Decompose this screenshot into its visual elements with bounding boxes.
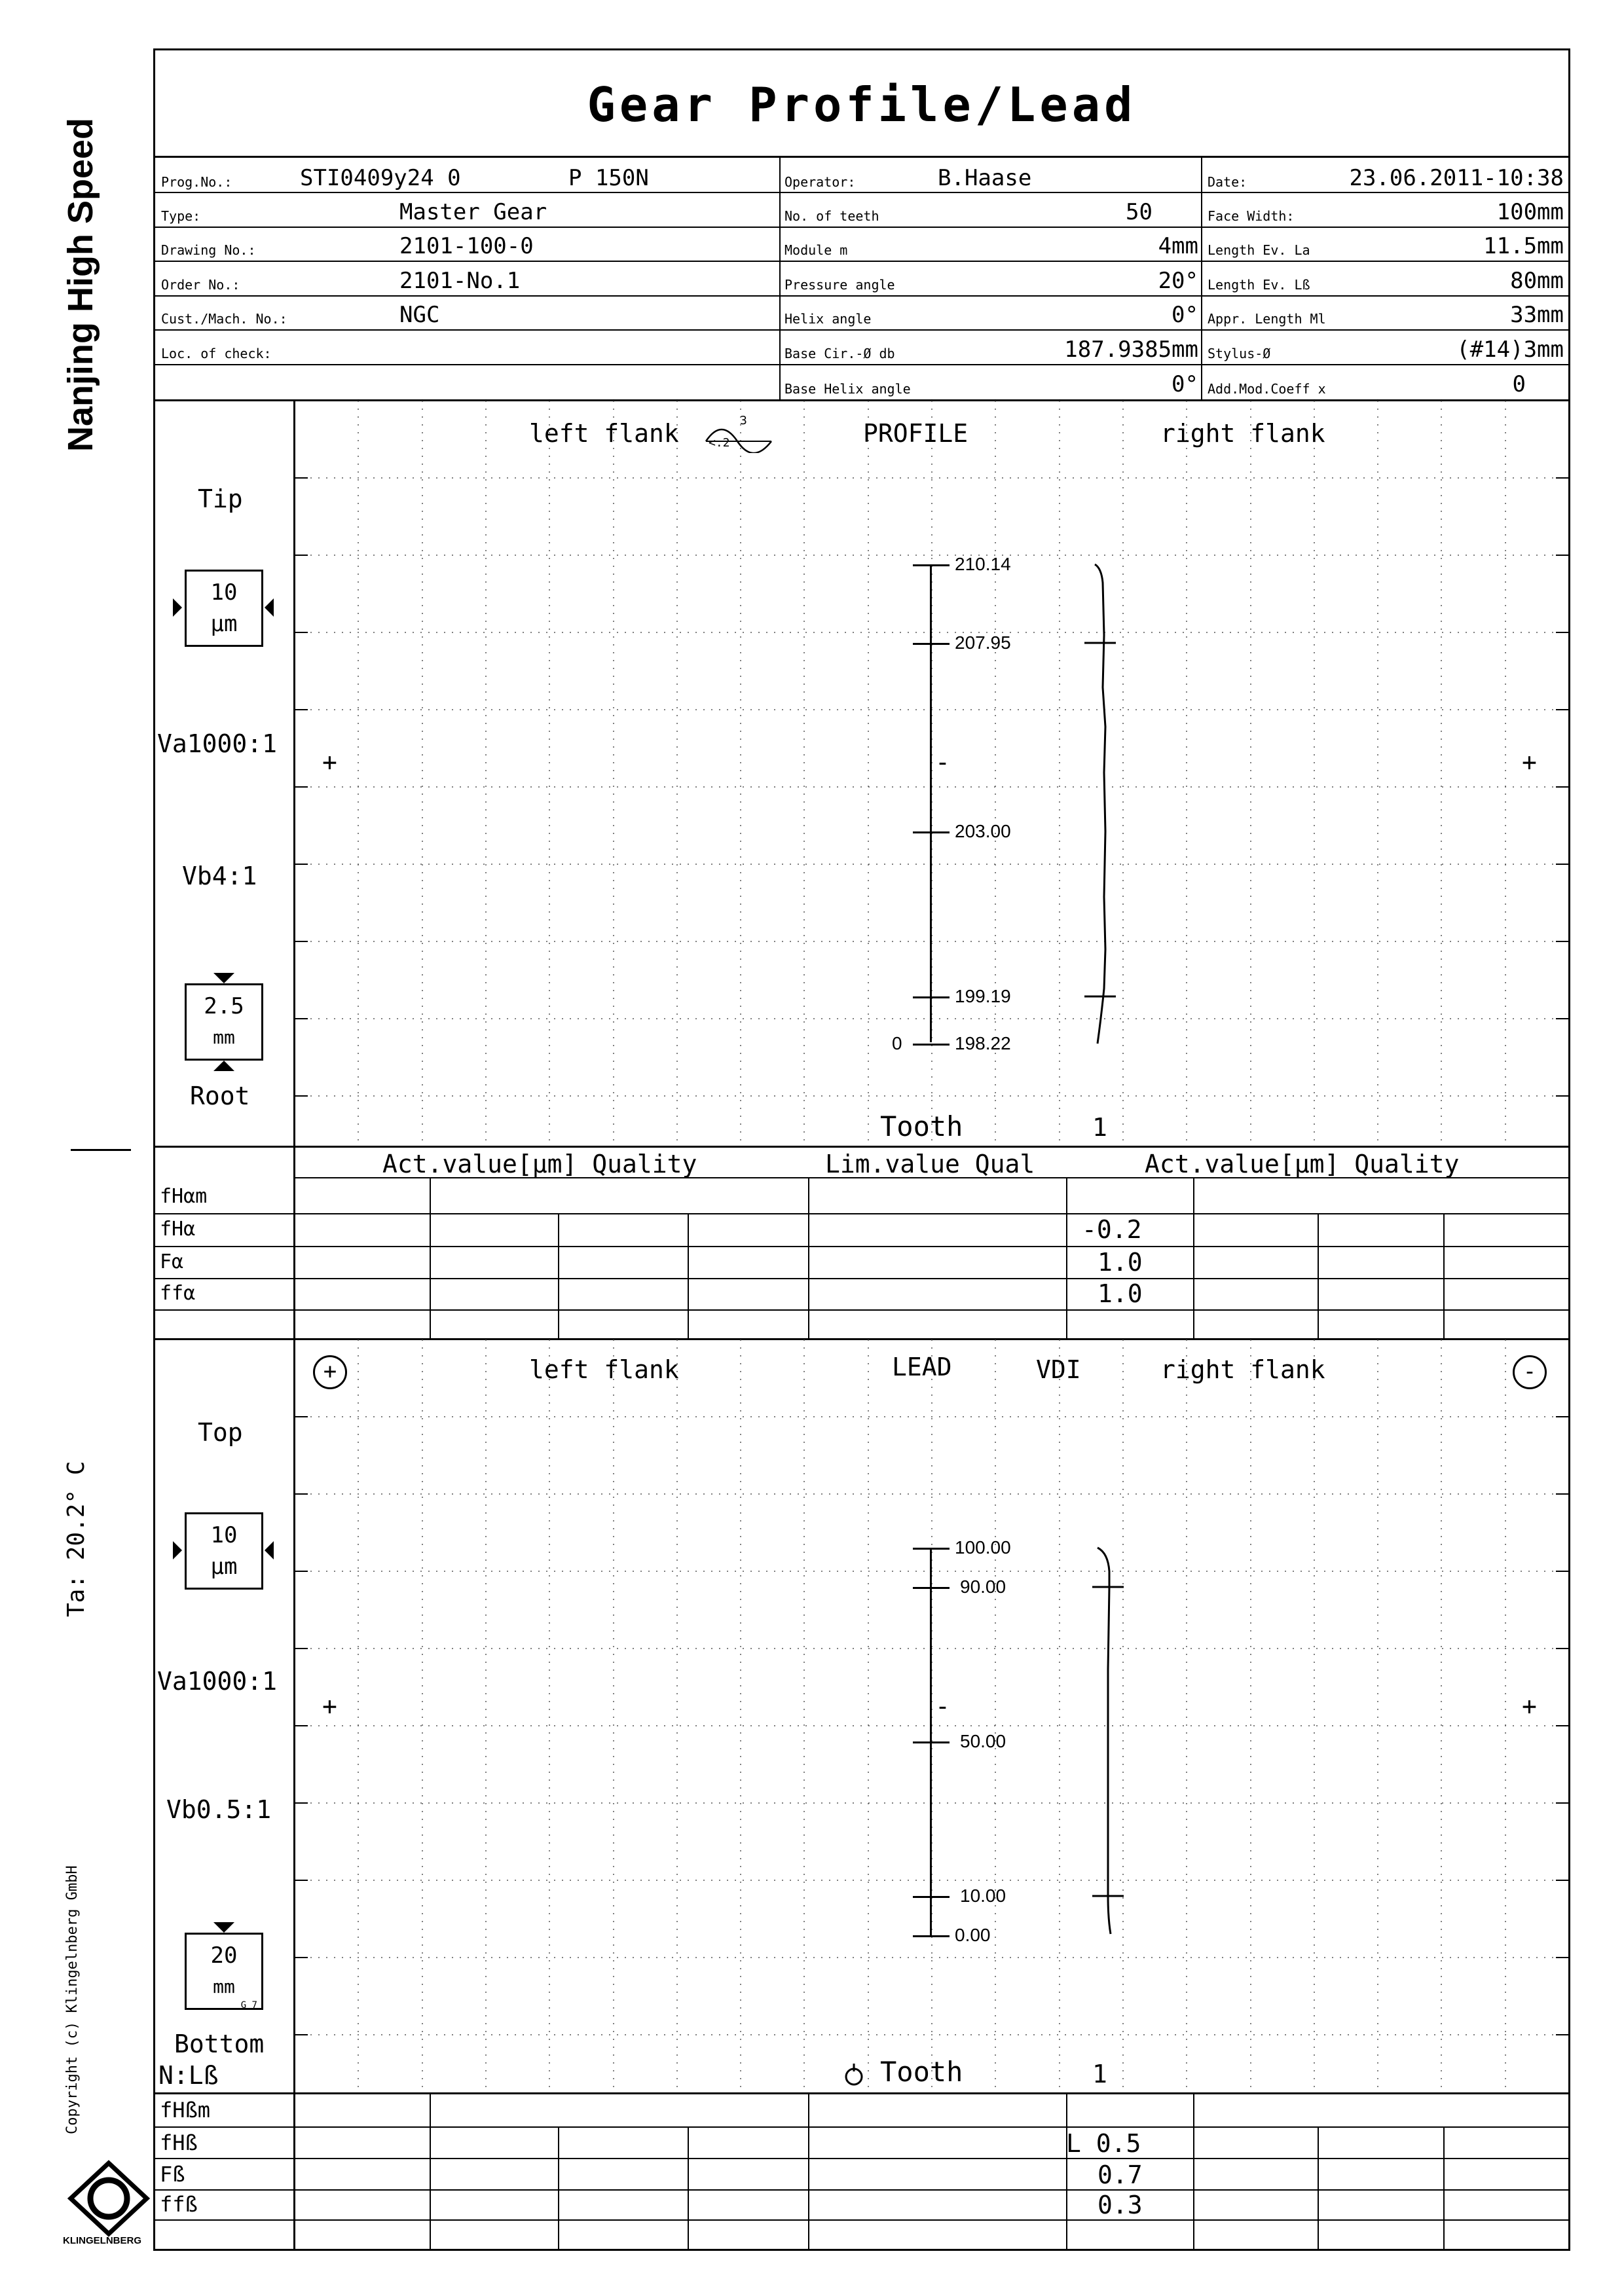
scale-arrow-left-icon	[265, 1541, 274, 1559]
lead-nl-label: N:Lß	[158, 2061, 219, 2090]
table-rule	[153, 1246, 1570, 1247]
profile-scale-value: 207.95	[955, 632, 1011, 653]
lead-bottom-label: Bottom	[174, 2030, 265, 2058]
header-rule	[153, 364, 1570, 365]
profile-tooth-label: Tooth	[880, 1110, 963, 1142]
lead-scale-value: 0.00	[955, 1925, 991, 1945]
table-rule	[153, 2189, 1570, 2191]
add-mod-value: 0	[1512, 371, 1526, 397]
profile-minus-center: -	[935, 748, 950, 776]
table-col	[1066, 1177, 1067, 1338]
helix-angle-label: Helix angle	[784, 311, 872, 327]
scale-arrow-right-icon	[173, 1541, 182, 1559]
appr-length-value: 33mm	[1510, 302, 1564, 328]
lead-section-title: LEAD	[892, 1353, 952, 1381]
profile-left-flank: left flank	[529, 419, 679, 448]
teeth-value: 50	[1126, 199, 1153, 225]
drawing-label: Drawing No.:	[161, 242, 256, 258]
lead-standard: VDI	[1036, 1355, 1081, 1384]
length-lb-label: Length Ev. Lß	[1208, 277, 1310, 293]
profile-row-lim: -0.2	[1082, 1215, 1142, 1244]
profile-scale-tick	[913, 1044, 950, 1046]
lead-scale-bottom-value: 20	[210, 1942, 238, 1969]
type-value: Master Gear	[399, 199, 547, 225]
profile-row-lim: 1.0	[1098, 1279, 1143, 1308]
order-label: Order No.:	[161, 277, 240, 293]
pressure-angle-label: Pressure angle	[784, 277, 895, 293]
lead-scale-bottom-sub: G 7	[240, 2000, 257, 2011]
profile-act-right-header: Act.value[µm] Quality	[1145, 1150, 1460, 1178]
lead-scale-tick	[913, 1548, 950, 1550]
lead-right-flank: right flank	[1160, 1355, 1325, 1384]
profile-row-label: Fα	[160, 1250, 184, 1273]
logo-text: KLINGELNBERG	[63, 2235, 141, 2246]
profile-vb: Vb4:1	[182, 862, 257, 890]
profile-scale-bottom-unit: mm	[213, 1027, 235, 1048]
profile-scale-top-box	[185, 570, 263, 647]
lead-minus-circle: -	[1513, 1355, 1547, 1389]
table-col	[1443, 2126, 1445, 2251]
lead-scale-top-value: 10	[210, 1522, 238, 1548]
lead-scale-value: 10.00	[960, 1886, 1006, 1906]
header-rule	[153, 329, 1570, 331]
lead-tooth-number: 1	[1092, 2060, 1107, 2088]
base-helix-value: 0°	[1172, 371, 1198, 397]
table-rule	[153, 1278, 1570, 1279]
table-rule	[153, 1213, 1570, 1214]
table-col	[808, 1177, 809, 1338]
profile-scale-tick	[913, 996, 950, 998]
type-label: Type:	[161, 208, 201, 224]
appr-length-label: Appr. Length Ml	[1208, 311, 1326, 327]
prog-extra: P 150N	[568, 165, 649, 191]
stylus-value: (#14)3mm	[1456, 337, 1564, 363]
profile-scale-value: 198.22	[955, 1033, 1011, 1053]
prog-label: Prog.No.:	[161, 174, 232, 190]
profile-plus-right: +	[1522, 748, 1537, 776]
lead-scale-tick	[913, 1587, 950, 1589]
lead-va: Va1000:1	[157, 1667, 278, 1696]
filter-bottom: <.2	[709, 436, 730, 450]
profile-row-label: ffα	[160, 1282, 196, 1305]
profile-scale-tick	[913, 564, 950, 566]
profile-row-label: fHα	[160, 1218, 196, 1241]
lead-row-label: ffß	[160, 2192, 198, 2217]
profile-scale-bottom-value: 2.5	[204, 993, 244, 1019]
stylus-label: Stylus-Ø	[1208, 346, 1271, 361]
table-col	[558, 1213, 559, 1338]
lead-scale-value: 50.00	[960, 1731, 1006, 1751]
lead-scale-tick	[913, 1741, 950, 1743]
lead-scale-bottom-box	[185, 1933, 263, 2010]
base-circle-label: Base Cir.-Ø db	[784, 346, 895, 361]
profile-grid	[295, 401, 1569, 1144]
lead-vb: Vb0.5:1	[166, 1795, 272, 1824]
table-col	[1318, 2126, 1319, 2251]
profile-scale-tick	[913, 831, 950, 833]
drawing-value: 2101-100-0	[399, 233, 534, 259]
lead-row-lim: L 0.5	[1066, 2129, 1141, 2158]
profile-tooth-number: 1	[1092, 1113, 1107, 1142]
helix-angle-value: 0°	[1172, 302, 1198, 328]
table-col	[1318, 1213, 1319, 1338]
table-col	[1193, 2092, 1194, 2251]
cust-value: NGC	[399, 302, 440, 328]
face-width-label: Face Width:	[1208, 208, 1295, 224]
table-col	[688, 2126, 689, 2251]
scale-arrow-up-icon	[213, 1061, 234, 1071]
lead-row-lim: 0.7	[1098, 2160, 1143, 2189]
lead-scale-value: 90.00	[960, 1576, 1006, 1597]
brand-name: Nanjing High Speed	[61, 117, 100, 452]
table-col	[558, 2126, 559, 2251]
profile-lim-header: Lim.value Qual	[825, 1150, 1035, 1178]
lead-trace	[1074, 1539, 1126, 1944]
lead-row-label: fHßm	[160, 2098, 211, 2123]
profile-scale-value: 210.14	[955, 554, 1011, 574]
lead-scale-bottom-unit: mm	[213, 1976, 235, 1997]
table-col	[1066, 2092, 1067, 2251]
module-label: Module m	[784, 242, 848, 258]
filter-top: 3	[740, 414, 747, 428]
profile-plus-left: +	[322, 748, 337, 776]
lead-minus-center: -	[935, 1692, 950, 1721]
table-rule	[153, 2126, 1570, 2128]
pressure-angle-value: 20°	[1158, 268, 1198, 294]
scale-arrow-down-icon	[213, 1922, 234, 1933]
profile-scale-top-value: 10	[210, 579, 238, 606]
lead-grid	[295, 1339, 1569, 2091]
scale-arrow-left-icon	[265, 598, 274, 617]
table-col	[293, 2092, 295, 2251]
length-la-value: 11.5mm	[1483, 233, 1564, 259]
table-rule	[153, 1309, 1570, 1311]
table-rule	[153, 2158, 1570, 2159]
profile-trace	[1074, 556, 1126, 1054]
profile-scale-top-unit: µm	[210, 611, 238, 637]
table-col	[430, 2092, 431, 2251]
table-col	[1443, 1213, 1445, 1338]
loc-check-label: Loc. of check:	[161, 346, 272, 361]
lead-plus-left: +	[322, 1692, 337, 1721]
table-col	[808, 2092, 809, 2251]
lead-row-label: fHß	[160, 2130, 198, 2155]
length-lb-value: 80mm	[1510, 268, 1564, 294]
length-la-label: Length Ev. La	[1208, 242, 1310, 258]
profile-act-left-header: Act.value[µm] Quality	[382, 1150, 697, 1178]
table-col	[1193, 1177, 1194, 1338]
margin-mark	[71, 1149, 131, 1151]
header-rule	[153, 227, 1570, 228]
header-rule	[153, 261, 1570, 262]
profile-row-label: fHαm	[160, 1185, 208, 1208]
operator-label: Operator:	[784, 174, 856, 190]
lead-scale-tick	[913, 1896, 950, 1898]
face-width-value: 100mm	[1496, 199, 1564, 225]
base-helix-label: Base Helix angle	[784, 381, 911, 397]
lead-left-flank: left flank	[529, 1355, 679, 1384]
profile-scale-tick	[913, 643, 950, 645]
module-value: 4mm	[1158, 233, 1198, 259]
lead-row-label: Fß	[160, 2162, 185, 2187]
header-rule	[153, 295, 1570, 297]
prog-value: STI0409y24 0	[300, 165, 461, 191]
klingelnberg-logo	[63, 2158, 155, 2250]
lead-scale-top-unit: µm	[210, 1554, 238, 1580]
ambient-temperature: Ta: 20.2° C	[63, 1461, 90, 1617]
table-col	[430, 1177, 431, 1338]
base-circle-value: 187.9385mm	[1064, 337, 1198, 363]
order-value: 2101-No.1	[399, 268, 521, 294]
title-divider	[153, 156, 1570, 158]
profile-scale-axis	[930, 564, 932, 1042]
rotation-icon	[842, 2062, 866, 2088]
header-rule	[153, 192, 1570, 193]
date-label: Date:	[1208, 174, 1247, 190]
header-col-divider	[1201, 156, 1202, 399]
header-col-divider	[779, 156, 781, 399]
profile-row-lim: 1.0	[1098, 1248, 1143, 1277]
lead-top-label: Top	[198, 1418, 243, 1447]
table-rule	[293, 1177, 1570, 1178]
lead-row-lim: 0.3	[1098, 2191, 1143, 2219]
copyright: Copyright (c) Klingelnberg GmbH	[64, 1865, 81, 2134]
profile-root-label: Root	[190, 1082, 250, 1110]
cust-label: Cust./Mach. No.:	[161, 311, 287, 327]
lead-chart-bottom	[153, 2092, 1570, 2094]
lead-plus-circle: +	[313, 1355, 347, 1389]
profile-zero-mark: 0	[892, 1033, 902, 1053]
profile-tip-label: Tip	[198, 484, 243, 513]
scale-arrow-right-icon	[173, 598, 182, 617]
table-col	[688, 1213, 689, 1338]
add-mod-label: Add.Mod.Coeff x	[1208, 381, 1326, 397]
operator-value: B.Haase	[938, 165, 1032, 191]
profile-chart-bottom	[153, 1146, 1570, 1148]
scale-arrow-down-icon	[213, 973, 234, 983]
table-rule	[153, 2219, 1570, 2221]
page-title: Gear Profile/Lead	[587, 77, 1137, 132]
lead-tooth-label: Tooth	[880, 2056, 963, 2088]
lead-plus-right: +	[1522, 1692, 1537, 1721]
lead-scale-value: 100.00	[955, 1537, 1011, 1558]
date-value: 23.06.2011-10:38	[1349, 165, 1564, 191]
teeth-label: No. of teeth	[784, 208, 879, 224]
profile-scale-bottom-box	[185, 983, 263, 1061]
lead-scale-top-box	[185, 1512, 263, 1590]
lead-scale-tick	[913, 1935, 950, 1937]
profile-right-flank: right flank	[1160, 419, 1325, 448]
profile-scale-value: 203.00	[955, 821, 1011, 841]
profile-scale-value: 199.19	[955, 986, 1011, 1006]
profile-section-title: PROFILE	[863, 419, 969, 448]
profile-va: Va1000:1	[157, 729, 278, 758]
